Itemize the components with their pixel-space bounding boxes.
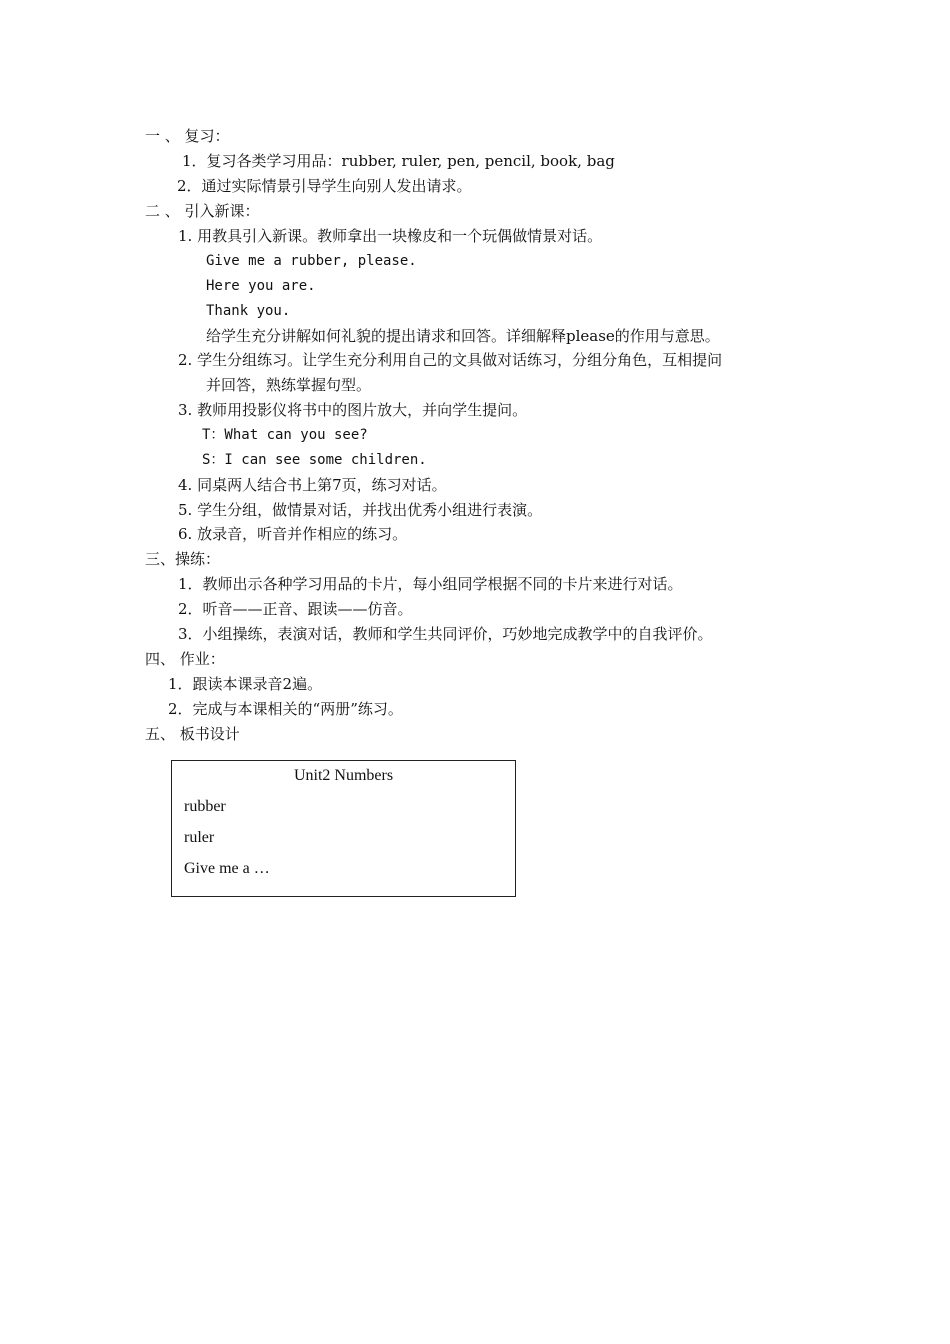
section-2-item-2-cont: 并回答，熟练掌握句型。	[206, 376, 372, 394]
section-3-item-1: 1．教师出示各种学习用品的卡片，每小组同学根据不同的卡片来进行对话。	[178, 575, 683, 593]
dialogue-line-3: Thank you.	[206, 303, 291, 319]
section-3-item-3: 3．小组操练，表演对话，教师和学生共同评价，巧妙地完成教学中的自我评价。	[178, 625, 713, 643]
section-2-item-3: 3. 教师用投影仪将书中的图片放大，并向学生提问。	[178, 401, 528, 419]
board-line-rubber: rubber	[184, 798, 226, 815]
dialogue-student: S：I can see some children.	[202, 452, 427, 468]
section-2-item-5: 5. 学生分组，做情景对话，并找出优秀小组进行表演。	[178, 501, 543, 519]
section-2-item-1: 1. 用教具引入新课。教师拿出一块橡皮和一个玩偶做情景对话。	[178, 227, 603, 245]
section-4-heading: 四、 作业：	[145, 650, 225, 668]
dialogue-line-2: Here you are.	[206, 278, 316, 294]
section-1-item-1: 1．复习各类学习用品：rubber, ruler, pen, pencil, book, bag	[182, 152, 615, 170]
section-2-heading: 二 、 引入新课：	[145, 202, 260, 220]
dialogue-teacher: T：What can you see?	[202, 427, 368, 443]
section-2-item-4: 4. 同桌两人结合书上第7页，练习对话。	[178, 476, 447, 494]
section-4-item-1: 1．跟读本课录音2遍。	[168, 675, 323, 693]
board-line-sentence: Give me a …	[184, 860, 270, 877]
board-line-ruler: ruler	[184, 829, 215, 846]
section-2-note: 给学生充分讲解如何礼貌的提出请求和回答。详细解释please的作用与意思。	[206, 327, 720, 345]
section-3-item-2: 2．听音——正音、跟读——仿音。	[178, 600, 413, 618]
section-2-item-2: 2. 学生分组练习。让学生充分利用自己的文具做对话练习，分组分角色，互相提问	[178, 351, 723, 369]
section-1-heading: 一 、 复习：	[145, 127, 230, 145]
section-2-item-6: 6. 放录音，听音并作相应的练习。	[178, 525, 408, 543]
section-1-item-2: 2．通过实际情景引导学生向别人发出请求。	[177, 177, 472, 195]
board-title: Unit2 Numbers	[293, 767, 394, 784]
dialogue-line-1: Give me a rubber, please.	[206, 253, 417, 269]
blackboard-design-box	[171, 760, 516, 897]
section-4-item-2: 2．完成与本课相关的“两册”练习。	[168, 700, 403, 718]
section-3-heading: 三、操练：	[145, 550, 221, 568]
section-5-heading: 五、 板书设计	[145, 725, 240, 743]
